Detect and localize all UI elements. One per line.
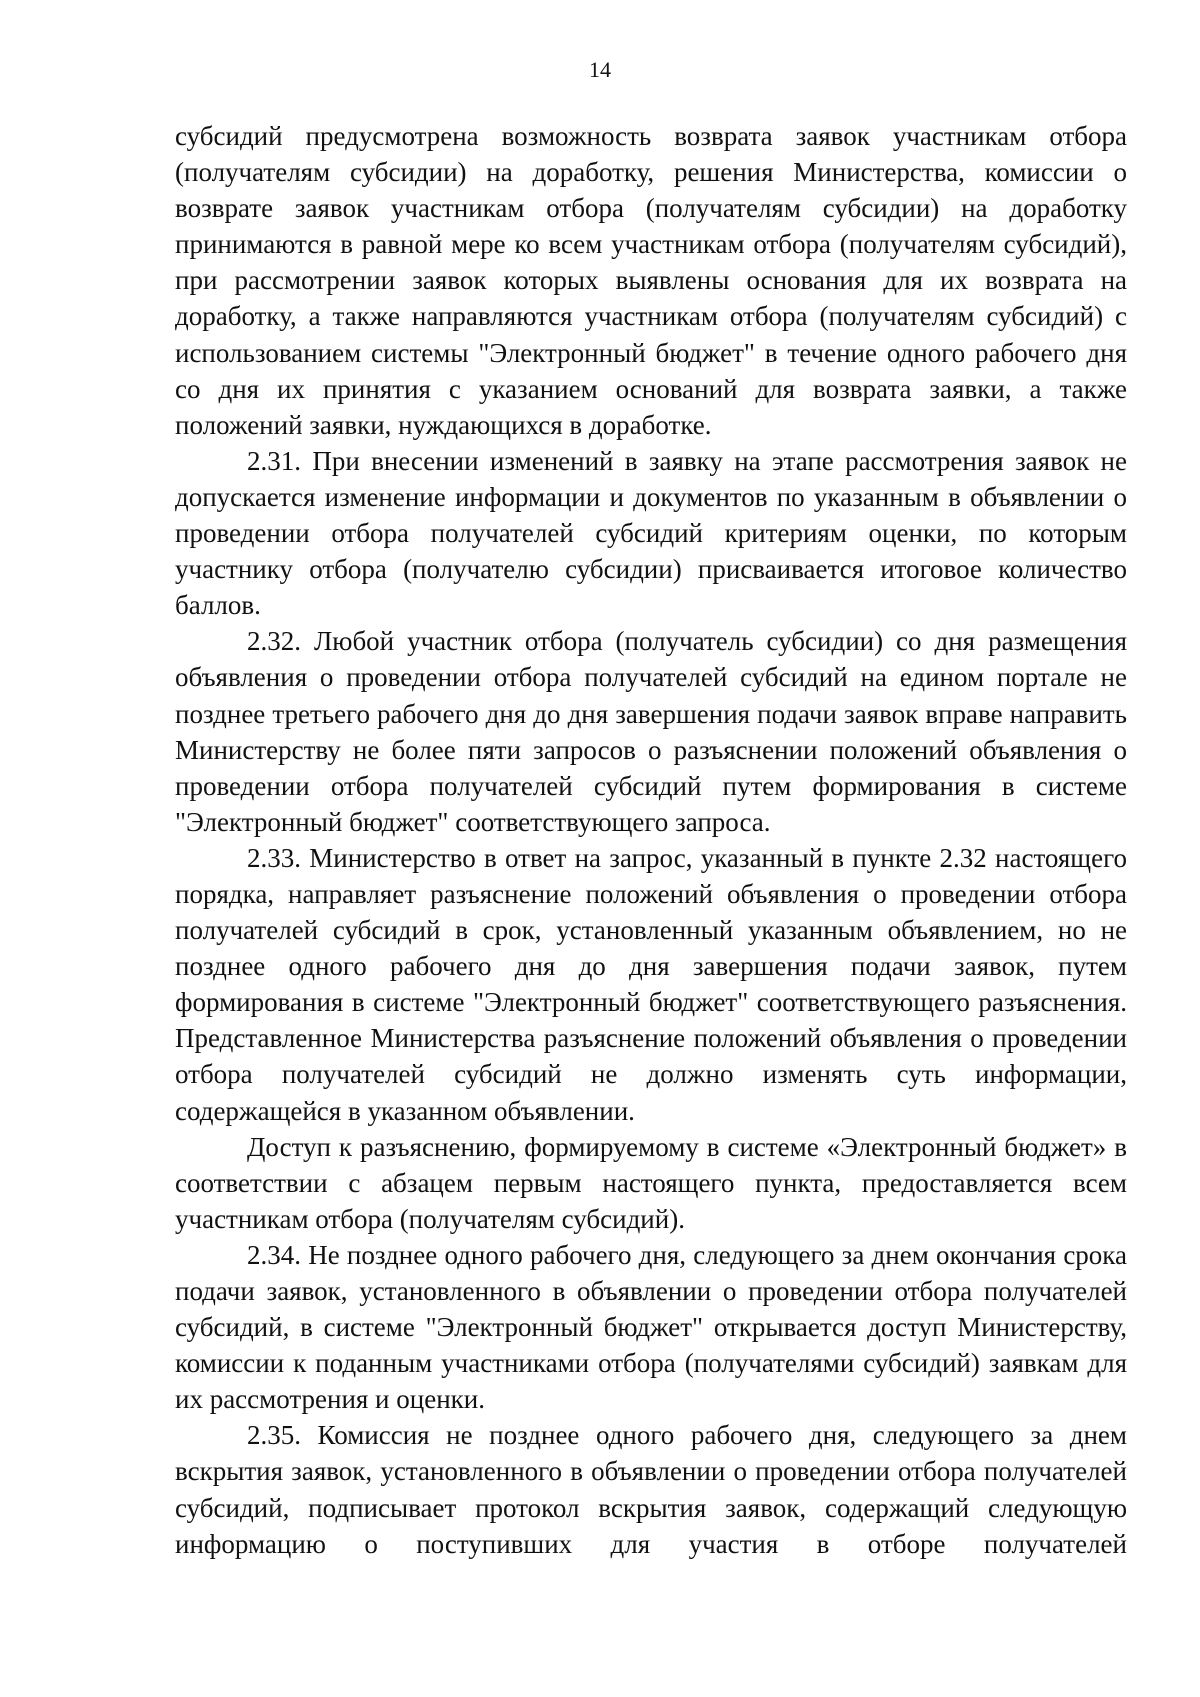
paragraph-2-31: 2.31. При внесении изменений в заявку на этапе рассмотрения заявок не допускается изменение информации и документов по указанным в объявлении о проведении отбора получателей субсидий критериям оценки, по которым участнику отбора (получателю субсидии) присваивается итоговое количество баллов. [175, 445, 1127, 621]
document-body [175, 118, 1127, 1562]
paragraph-2-34: 2.34. Не позднее одного рабочего дня, следующего за днем окончания срока подачи заявок, установленного в объявлении о проведении отбора получателей субсидий, в системе "Электронный бюджет" открывается доступ Министерству, комиссии к поданным участниками отбора (получателями субсидий) заявкам для их рассмотрения и оценки. [175, 1239, 1127, 1415]
paragraph-continuation: субсидий предусмотрена возможность возврата заявок участникам отбора (получателям субсидии) на доработку, решения Министерства, комиссии о возврате заявок участникам отбора (получателям субсидии) на доработку принимаются в равной мере ко всем участникам отбора (получателям субсидий), при рассмотрении заявок которых выявлены основания для их возврата на доработку, а также направляются участникам отбора (получателям субсидий) с использованием системы "Электронный бюджет" в течение одного рабочего дня со дня их принятия с указанием оснований для возврата заявки, а также положений заявки, нуждающихся в доработке. [175, 121, 1127, 440]
paragraph-2-35: 2.35. Комиссия не позднее одного рабочего дня, следующего за днем вскрытия заявок, установленного в объявлении о проведении отбора получателей субсидий, подписывает протокол вскрытия заявок, содержащий следующую информацию о поступивших для участия в отборе получателей [175, 1420, 1127, 1559]
paragraph-2-32: 2.32. Любой участник отбора (получатель субсидии) со дня размещения объявления о проведении отбора получателей субсидий на едином портале не позднее третьего рабочего дня до дня завершения подачи заявок вправе направить Министерству не более пяти запросов о разъяснении положений объявления о проведении отбора получателей субсидий путем формирования в системе "Электронный бюджет" соответствующего запроса. [175, 626, 1127, 837]
paragraph-2-33-access: Доступ к разъяснению, формируемому в системе «Электронный бюджет» в соответствии с абзацем первым настоящего пункта, предоставляется всем участникам отбора (получателям субсидий). [175, 1131, 1127, 1234]
paragraph-2-33: 2.33. Министерство в ответ на запрос, указанный в пункте 2.32 настоящего порядка, направляет разъяснение положений объявления о проведении отбора получателей субсидий в срок, установленный указанным объявлением, но не позднее одного рабочего дня до дня завершения подачи заявок, путем формирования в системе "Электронный бюджет" соответствующего разъяснения. Представленное Министерства разъяснение положений объявления о проведении отбора получателей субсидий не должно изменять суть информации, содержащейся в указанном объявлении. [175, 842, 1127, 1126]
page-number: 14 [589, 57, 611, 82]
